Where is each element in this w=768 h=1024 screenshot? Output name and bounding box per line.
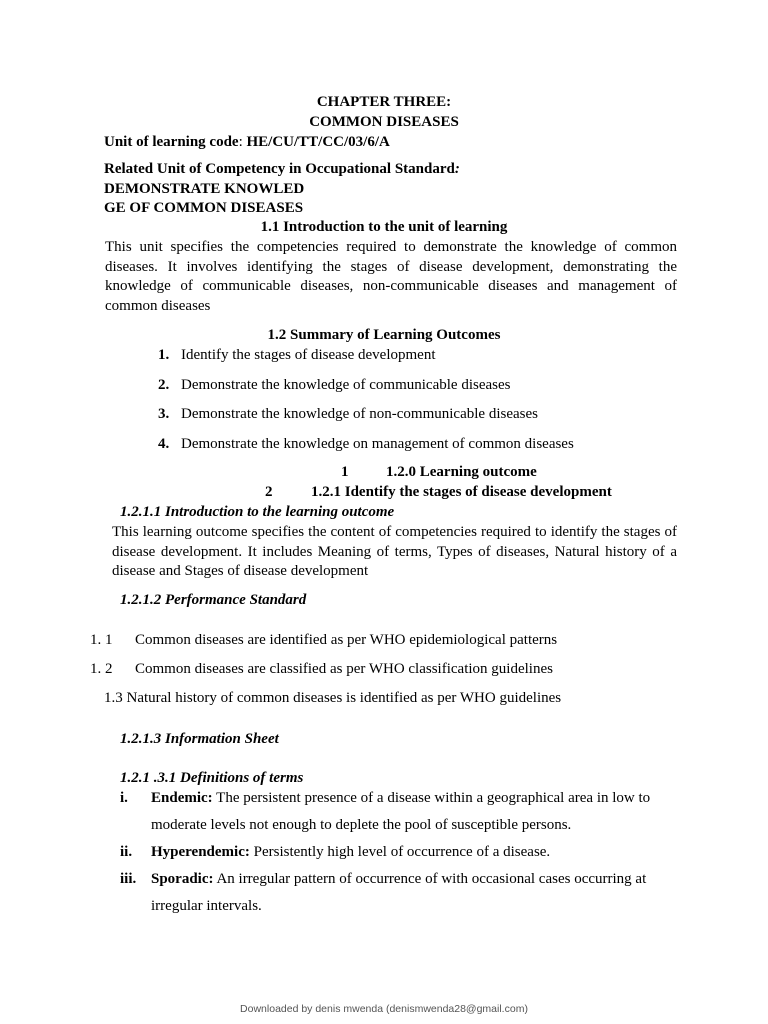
- list-item-number: 3.: [158, 406, 170, 422]
- performance-item-3: 1.3 Natural history of common diseases is identified as per WHO guidelines: [104, 690, 562, 706]
- list-item-text: Demonstrate the knowledge of communicable diseases: [181, 376, 511, 393]
- outcome-sub-number: 2: [265, 484, 273, 500]
- chapter-line-2: COMMON DISEASES: [309, 113, 459, 130]
- intro-body: This unit specifies the competencies required to demonstrate the knowledge of common diseases. It involves identifying the stages of disease development, demonstrating the knowledge of communicable diseases, non-communicable diseases and management of common diseases: [105, 239, 677, 314]
- summary-list: [158, 346, 574, 464]
- outcome-subheading: 1.2.1 Identify the stages of disease development: [311, 484, 612, 500]
- lo-intro-heading: 1.2.1.1 Introduction to the learning outcome: [120, 504, 395, 520]
- list-item: [158, 346, 574, 376]
- lo-intro-body: This learning outcome specifies the content of competencies required to identify the stages of disease development. It includes Meaning of terms, Types of diseases, Natural history of a disease and Stages of disease development: [112, 524, 677, 579]
- performance-heading: 1.2.1.2 Performance Standard: [120, 592, 307, 608]
- definitions-heading: 1.2.1 .3.1 Definitions of terms: [120, 770, 304, 786]
- definition-item-number: i.: [120, 790, 128, 806]
- list-item: [158, 435, 574, 465]
- performance-item-number: 1. 2: [90, 661, 113, 677]
- outcome-heading-number: 1: [341, 464, 349, 480]
- definition-item-number: iii.: [120, 871, 137, 887]
- related-unit-line-3: GE OF COMMON DISEASES: [104, 200, 304, 216]
- definition-text: An irregular pattern of occurrence of with occasional cases occurring at irregular intervals.: [151, 871, 647, 914]
- unit-code-value: HE/CU/TT/CC/03/6/A: [246, 134, 390, 150]
- related-unit-block: [104, 160, 460, 219]
- list-item: [158, 376, 574, 406]
- definition-term: Hyperendemic:: [151, 844, 250, 860]
- definition-text: The persistent presence of a disease within a geographical area in low to moderate levels not enough to deplete the pool of susceptible persons.: [151, 790, 651, 833]
- definition-item-sporadic: [120, 866, 680, 920]
- list-item-number: 2.: [158, 376, 170, 393]
- unit-code-line: [104, 133, 390, 153]
- definition-term: Sporadic:: [151, 871, 214, 887]
- list-item-number: 4.: [158, 435, 170, 452]
- performance-item-text: Common diseases are identified as per WHO epidemiological patterns: [135, 632, 558, 648]
- definition-text: Persistently high level of occurrence of a disease.: [249, 844, 551, 860]
- list-item-text: Demonstrate the knowledge on management of common diseases: [181, 435, 574, 452]
- definition-item-hyperendemic: [120, 839, 680, 866]
- definition-item-number: ii.: [120, 844, 133, 860]
- chapter-line-1: CHAPTER THREE:: [316, 94, 452, 110]
- unit-code-label: Unit of learning code: [104, 134, 239, 150]
- download-footer: Downloaded by denis mwenda (denismwenda28@gmail.com): [240, 1003, 528, 1015]
- outcome-heading: 1.2.0 Learning outcome: [386, 464, 537, 480]
- related-unit-line-2: DEMONSTRATE KNOWLED: [104, 180, 305, 197]
- list-item-text: Identify the stages of disease development: [181, 347, 436, 363]
- related-unit-colon: :: [454, 161, 460, 177]
- info-sheet-heading: 1.2.1.3 Information Sheet: [120, 731, 279, 747]
- definition-term: Endemic:: [151, 790, 213, 806]
- chapter-title: [0, 93, 768, 132]
- unit-code-separator: :: [238, 134, 247, 150]
- intro-heading: 1.1 Introduction to the unit of learning: [260, 219, 508, 235]
- summary-heading: 1.2 Summary of Learning Outcomes: [267, 327, 501, 343]
- list-item-text: Demonstrate the knowledge of non-communicable diseases: [181, 406, 538, 422]
- definition-item-endemic: [120, 785, 680, 839]
- performance-item-number: 1. 1: [90, 632, 113, 648]
- related-unit-label: Related Unit of Competency in Occupational Standard: [104, 161, 455, 177]
- performance-item-text: Common diseases are classified as per WHO classification guidelines: [135, 661, 553, 677]
- list-item-number: 1.: [158, 347, 170, 363]
- list-item: [158, 405, 574, 435]
